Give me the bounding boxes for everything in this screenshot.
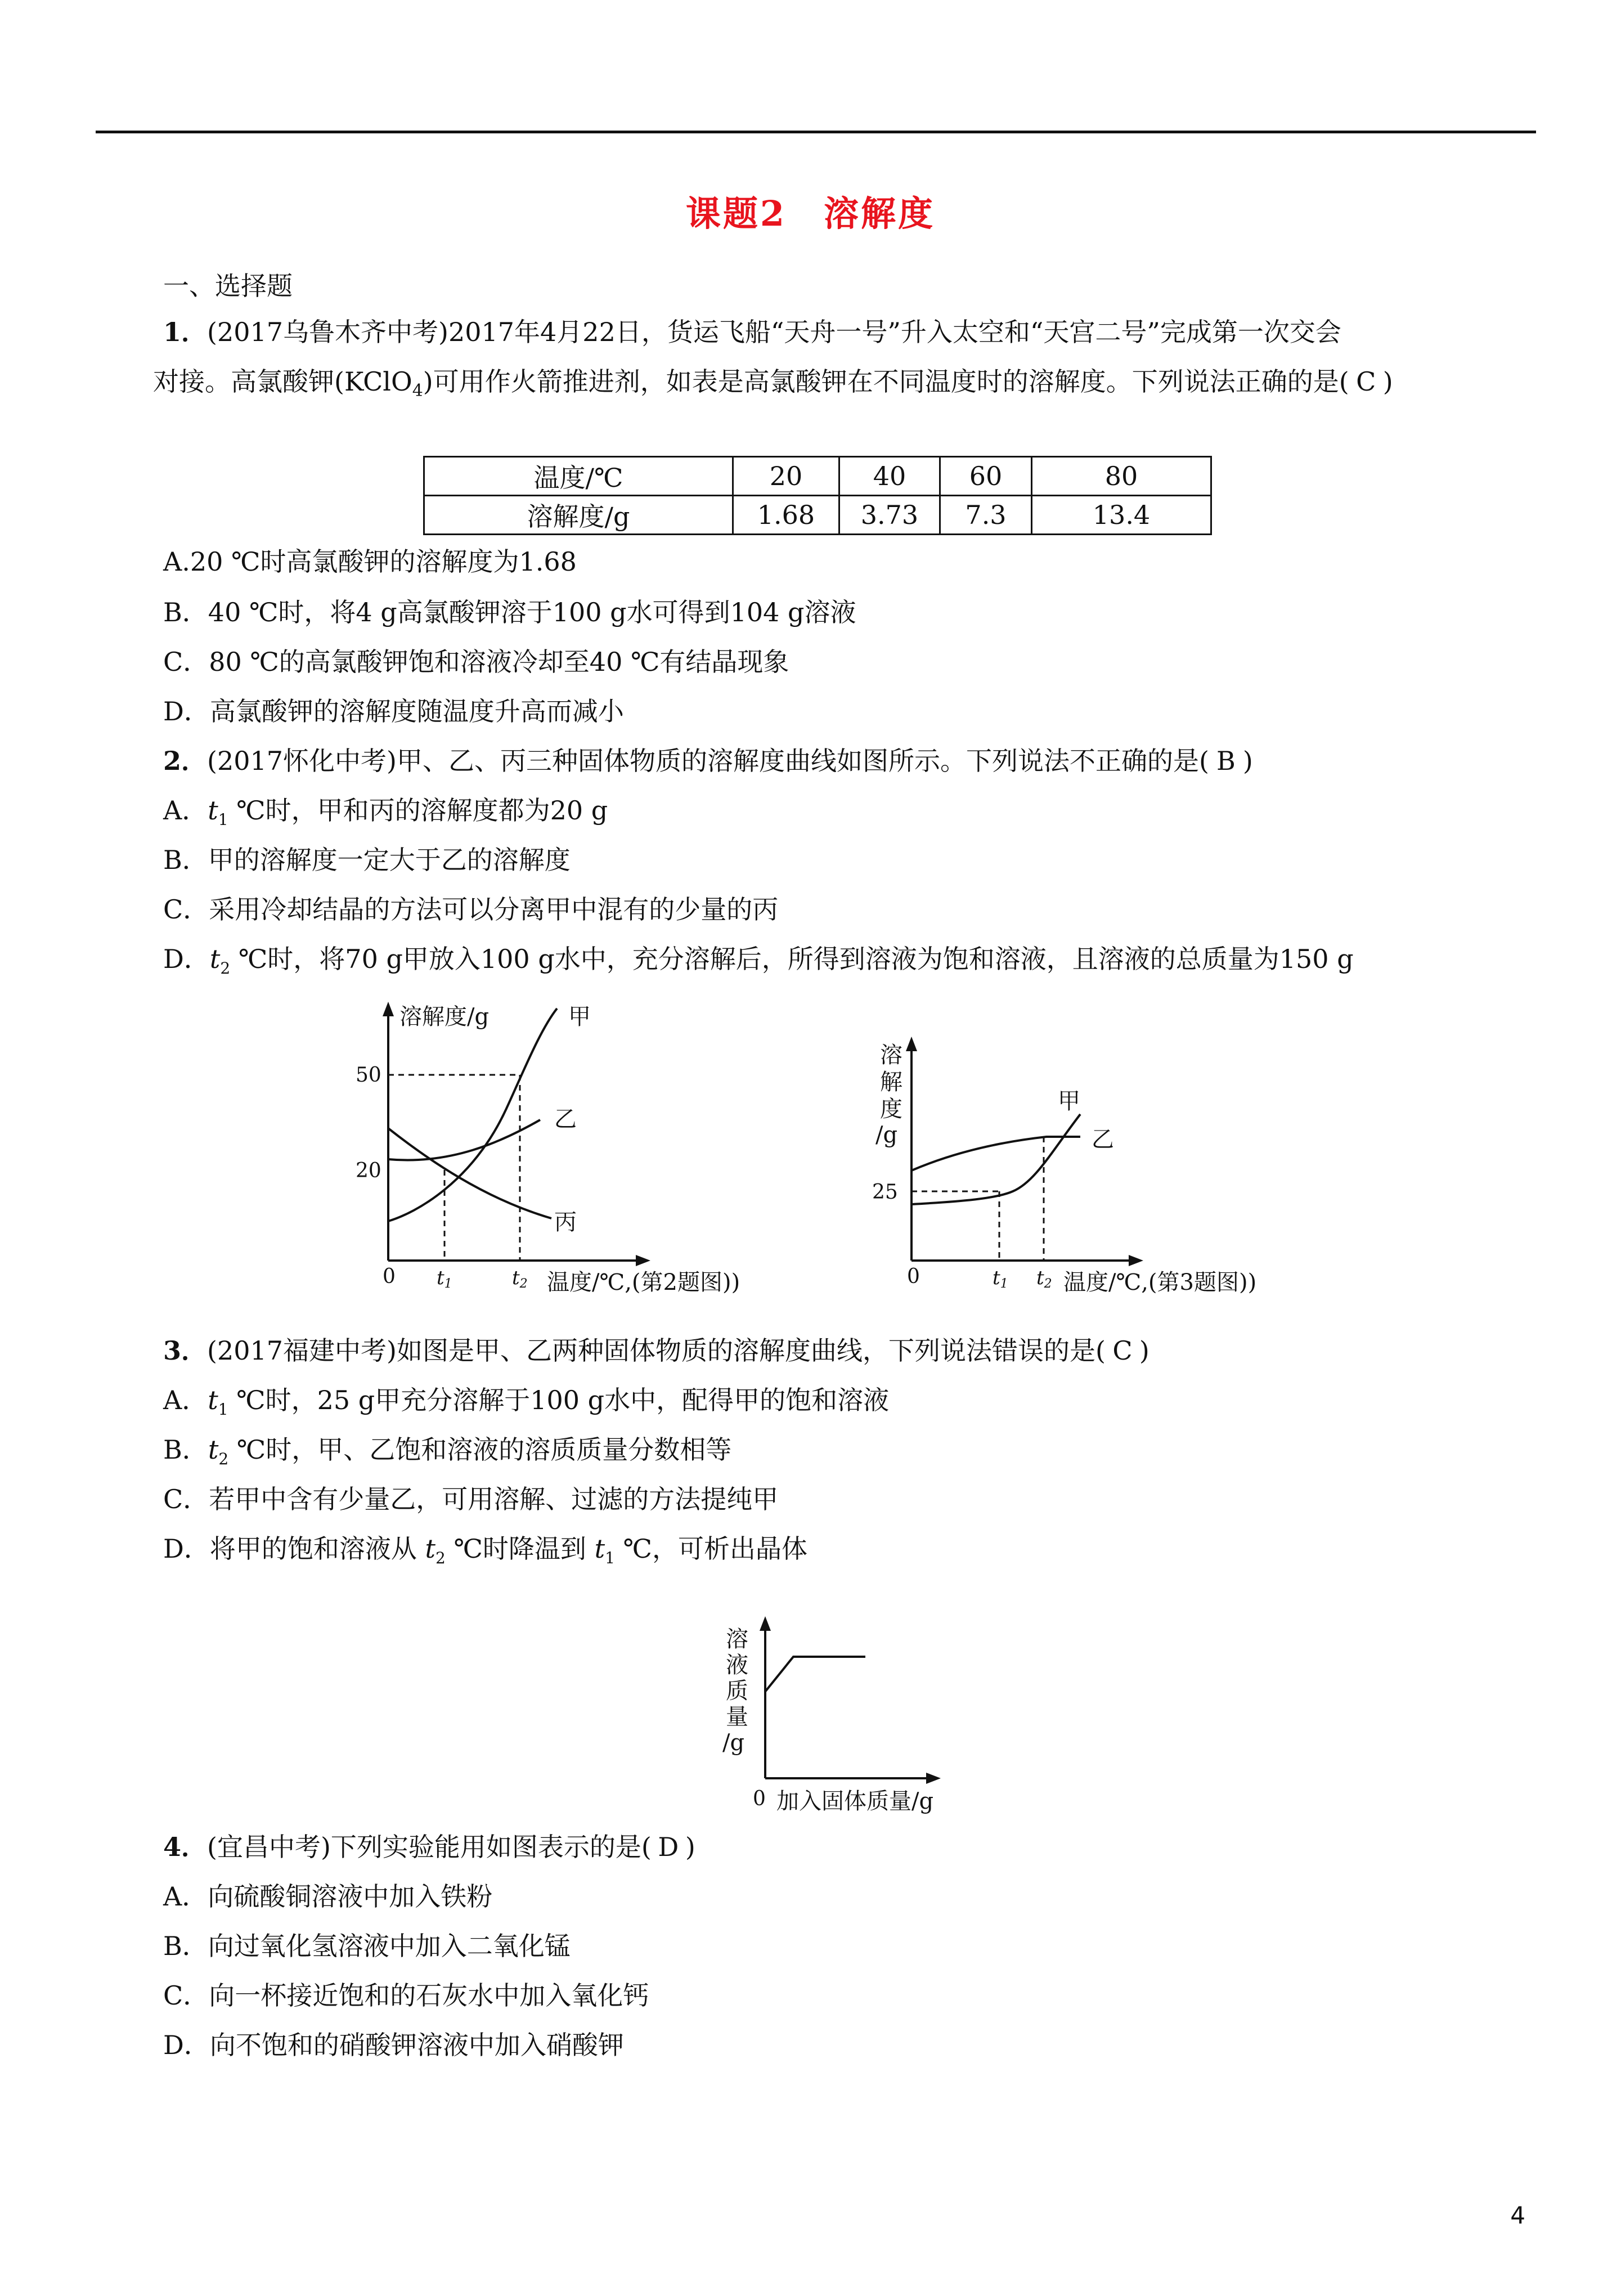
q1-formula-sub: 4	[412, 381, 423, 401]
q2-option-c: C．采用冷却结晶的方法可以分离甲中混有的少量的丙	[163, 894, 779, 925]
x-axis-arrow	[1129, 1255, 1143, 1266]
y-axis-label: 溶解度/g	[399, 1004, 490, 1030]
curve-yi	[388, 1120, 540, 1160]
q1-option-a: A.20 ℃时高氯酸钾的溶解度为1.68	[163, 546, 577, 577]
q3-option-b	[163, 1433, 731, 1476]
table-cell: 3.73	[839, 496, 940, 535]
x-axis-arrow	[636, 1255, 650, 1266]
q2-close: )	[1242, 746, 1253, 776]
y-label-char: 度	[880, 1096, 902, 1122]
subscript: 2	[435, 1549, 446, 1568]
y-axis-arrow	[760, 1616, 771, 1631]
table-row	[424, 496, 1211, 535]
q2-option-a	[163, 793, 608, 837]
y-label-char: 溶	[880, 1042, 902, 1068]
q2-answer: B	[1216, 746, 1236, 776]
q4-stem-line	[163, 1830, 695, 1864]
option-prefix: A．	[163, 1385, 208, 1415]
q1-stem-line2a: 对接。高氯酸钾(KClO	[153, 366, 412, 397]
q4-option-b: B．向过氧化氢溶液中加入二氧化锰	[163, 1931, 571, 1961]
option-text: ℃时降温到	[445, 1533, 586, 1564]
y-tick-20: 20	[356, 1159, 381, 1182]
q2-option-d	[163, 942, 1354, 985]
origin-label: 0	[753, 1787, 766, 1810]
q2-stem-line	[163, 744, 1253, 778]
page-title: 课题2 溶解度	[685, 193, 936, 234]
y-label-char: 解	[880, 1069, 902, 1095]
subscript: 2	[220, 959, 231, 978]
y-axis-arrow	[383, 1002, 394, 1016]
section-heading: 一、选择题	[163, 271, 293, 301]
table-cell: 7.3	[940, 496, 1032, 535]
variable-t: t	[208, 795, 218, 826]
option-prefix: A．	[163, 795, 208, 826]
table-cell: 40	[839, 457, 940, 496]
subscript: 1	[218, 1400, 228, 1419]
y-tick-50: 50	[356, 1064, 381, 1087]
q4-answer: D	[658, 1832, 679, 1862]
y-label-char: 量	[726, 1704, 748, 1730]
table-cell: 80	[1032, 457, 1211, 496]
variable-t: t	[208, 1385, 218, 1415]
page-number: 4	[1510, 2201, 1525, 2229]
q1-line2	[153, 365, 1393, 408]
x-axis-label: 加入固体质量/g	[776, 1788, 934, 1814]
y-label-char: /g	[875, 1122, 898, 1148]
curve-label-bing: 丙	[554, 1209, 577, 1235]
q3-option-a	[163, 1383, 889, 1427]
variable-t: t	[425, 1533, 436, 1564]
q3-close: )	[1139, 1335, 1149, 1366]
x-axis-label: 温度/℃,(第3题图))	[1063, 1270, 1257, 1295]
table-cell: 20	[733, 457, 839, 496]
option-prefix: D．	[163, 944, 210, 974]
y-label-char: 液	[726, 1652, 748, 1678]
option-text: ℃时，甲、乙饱和溶液的溶质质量分数相等	[228, 1434, 732, 1465]
subscript: 1	[605, 1549, 615, 1568]
q3-option-d	[163, 1532, 807, 1575]
q2-option-b: B．甲的溶解度一定大于乙的溶解度	[163, 845, 571, 875]
q1-answer: C	[1356, 366, 1376, 397]
q4-number: 4．	[163, 1832, 208, 1862]
x-tick-t1: t1	[993, 1267, 1008, 1291]
y-label-char: 溶	[726, 1626, 748, 1652]
table-cell: 温度/℃	[424, 457, 733, 496]
q1-option-b: B．40 ℃时，将4 g高氯酸钾溶于100 g水可得到104 g溶液	[163, 597, 856, 627]
table-cell: 60	[940, 457, 1032, 496]
table-cell: 1.68	[733, 496, 839, 535]
q2-number: 2．	[163, 746, 208, 776]
x-axis-arrow	[926, 1773, 941, 1784]
q4-option-c: C．向一杯接近饱和的石灰水中加入氧化钙	[163, 1980, 649, 2011]
x-tick-t1: t1	[437, 1267, 452, 1291]
variable-t: t	[209, 944, 221, 974]
curve-bing	[388, 1128, 551, 1218]
q3-number: 3．	[163, 1335, 208, 1366]
curve-label-yi: 乙	[554, 1106, 577, 1132]
q2-stem: (2017怀化中考)甲、乙、丙三种固体物质的溶解度曲线如图所示。下列说法不正确的是(	[207, 746, 1209, 776]
q3-option-c: C．若甲中含有少量乙，可用溶解、过滤的方法提纯甲	[163, 1484, 779, 1514]
q3-solubility-figure	[866, 1030, 1350, 1311]
x-tick-t2: t2	[512, 1267, 528, 1291]
table-row	[424, 457, 1211, 496]
q1-stem-line2b: )可用作火箭推进剂，如表是高氯酸钾在不同温度时的溶解度。下列说法正确的是(	[423, 366, 1349, 397]
curve-label-yi: 乙	[1092, 1127, 1114, 1153]
origin-label: 0	[907, 1265, 920, 1288]
option-text: ℃时，甲和丙的溶解度都为20 g	[228, 795, 608, 826]
q4-stem: (宜昌中考)下列实验能用如图表示的是(	[207, 1832, 652, 1862]
q4-close: )	[685, 1832, 695, 1862]
option-text: ℃时，将70 g甲放入100 g水中，充分溶解后，所得到溶液为饱和溶液，且溶液的总质量为150 g	[230, 944, 1354, 974]
curve-label-jia: 甲	[1058, 1088, 1080, 1114]
origin-label: 0	[383, 1265, 396, 1288]
q3-answer: C	[1112, 1335, 1133, 1366]
y-axis-arrow	[906, 1037, 917, 1051]
curve-jia	[388, 1008, 557, 1221]
curve-yi	[911, 1137, 1080, 1171]
q4-option-d: D．向不饱和的硝酸钾溶液中加入硝酸钾	[163, 2030, 624, 2060]
q3-stem-line	[163, 1334, 1149, 1367]
q1-line1	[163, 315, 1341, 349]
solubility-table	[423, 456, 1212, 535]
q4-option-a: A．向硫酸铜溶液中加入铁粉	[163, 1881, 493, 1912]
table-cell: 13.4	[1032, 496, 1211, 535]
x-axis-label: 温度/℃,(第2题图))	[547, 1270, 740, 1295]
q1-close: )	[1382, 366, 1393, 397]
q4-mass-figure	[720, 1609, 990, 1823]
q1-number: 1．	[163, 317, 208, 347]
y-label-char: /g	[722, 1730, 745, 1756]
mass-line	[765, 1657, 865, 1692]
q1-option-d: D．高氯酸钾的溶解度随温度升高而减小	[163, 696, 624, 727]
y-label-char: 质	[726, 1678, 748, 1704]
variable-t: t	[208, 1434, 219, 1465]
option-prefix: B．	[163, 1434, 208, 1465]
curve-label-jia: 甲	[568, 1004, 591, 1030]
table-cell: 溶解度/g	[424, 496, 733, 535]
option-text: ℃时，25 g甲充分溶解于100 g水中，配得甲的饱和溶液	[228, 1385, 890, 1415]
option-text: ℃，可析出晶体	[614, 1533, 807, 1564]
subscript: 2	[218, 1450, 229, 1469]
q1-stem-line1: (2017乌鲁木齐中考)2017年4月22日，货运飞船“天舟一号”升入太空和“天宫二号”完成第一次交会	[207, 317, 1341, 347]
q1-option-c: C．80 ℃的高氯酸钾饱和溶液冷却至40 ℃有结晶现象	[163, 647, 789, 677]
q2-solubility-figure	[338, 996, 821, 1311]
q3-stem: (2017福建中考)如图是甲、乙两种固体物质的溶解度曲线，下列说法错误的是(	[207, 1335, 1106, 1366]
option-prefix: D．将甲的饱和溶液从	[163, 1533, 417, 1564]
variable-t: t	[594, 1533, 605, 1564]
subscript: 1	[218, 810, 228, 829]
y-tick-25: 25	[872, 1181, 898, 1204]
x-tick-t2: t2	[1036, 1267, 1052, 1291]
header-rule	[96, 131, 1536, 133]
